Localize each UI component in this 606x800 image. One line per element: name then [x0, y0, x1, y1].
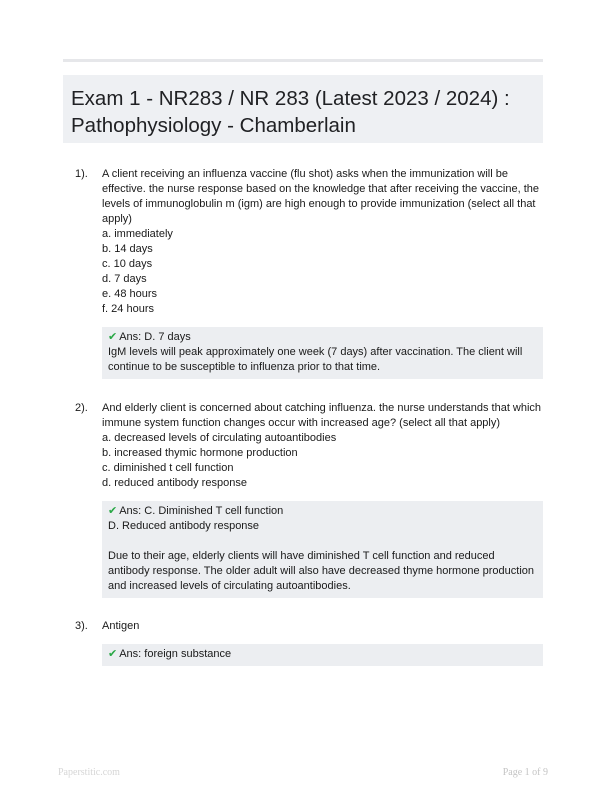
check-icon: ✔	[108, 505, 118, 517]
answer-box	[102, 501, 543, 598]
option-b: b. increased thymic hormone production	[102, 447, 298, 459]
option-a: a. immediately	[102, 228, 173, 240]
question-text: A client receiving an influenza vaccine (flu shot) asks when the immunization will be effective. the nurse response based on the knowledge that after receiving the vaccine, the levels of immunoglobulin m (igm) are high enough to provide immunization (select all that apply)	[102, 168, 540, 225]
top-divider	[63, 59, 543, 62]
question-number: 3).	[75, 620, 88, 632]
option-a: a. decreased levels of circulating autoantibodies	[102, 432, 337, 444]
check-icon: ✔	[108, 331, 118, 343]
option-f: f. 24 hours	[102, 303, 154, 315]
answer-text: Ans: D. 7 days	[119, 331, 191, 343]
question-number: 2).	[75, 402, 88, 414]
answer-explanation: Due to their age, elderly clients will have diminished T cell function and reduced antibody response. The older adult will also have decreased thyme hormone production and increased levels of circulating autoantibodies.	[108, 550, 534, 592]
answer-box	[102, 644, 543, 666]
question-1	[63, 167, 543, 379]
answer-explanation: IgM levels will peak approximately one week (7 days) after vaccination. The client will continue to be susceptible to influenza prior to that time.	[108, 346, 523, 373]
title-banner	[63, 75, 543, 143]
question-number: 1).	[75, 168, 88, 180]
question-2	[63, 401, 543, 598]
page-number: Page 1 of 9	[502, 767, 548, 778]
answer-text: Ans: foreign substance	[119, 648, 232, 660]
question-text: Antigen	[102, 620, 140, 632]
option-d: d. 7 days	[102, 273, 147, 285]
answer-box	[102, 327, 543, 379]
option-e: e. 48 hours	[102, 288, 158, 300]
option-d: d. reduced antibody response	[102, 477, 247, 489]
page-title: Exam 1 - NR283 / NR 283 (Latest 2023 / 2024) : Pathophysiology - Chamberlain	[71, 87, 510, 137]
option-b: b. 14 days	[102, 243, 153, 255]
question-3	[63, 619, 543, 666]
option-c: c. diminished t cell function	[102, 462, 234, 474]
footer-watermark: Paperstitic.com	[58, 767, 120, 778]
answer-text: Ans: C. Diminished T cell function	[119, 505, 284, 517]
option-c: c. 10 days	[102, 258, 153, 270]
check-icon: ✔	[108, 648, 118, 660]
question-text: And elderly client is concerned about catching influenza. the nurse understands that which immune system function changes occur with increased age? (select all that apply)	[102, 402, 542, 429]
answer-text-line-2: D. Reduced antibody response	[108, 520, 260, 532]
